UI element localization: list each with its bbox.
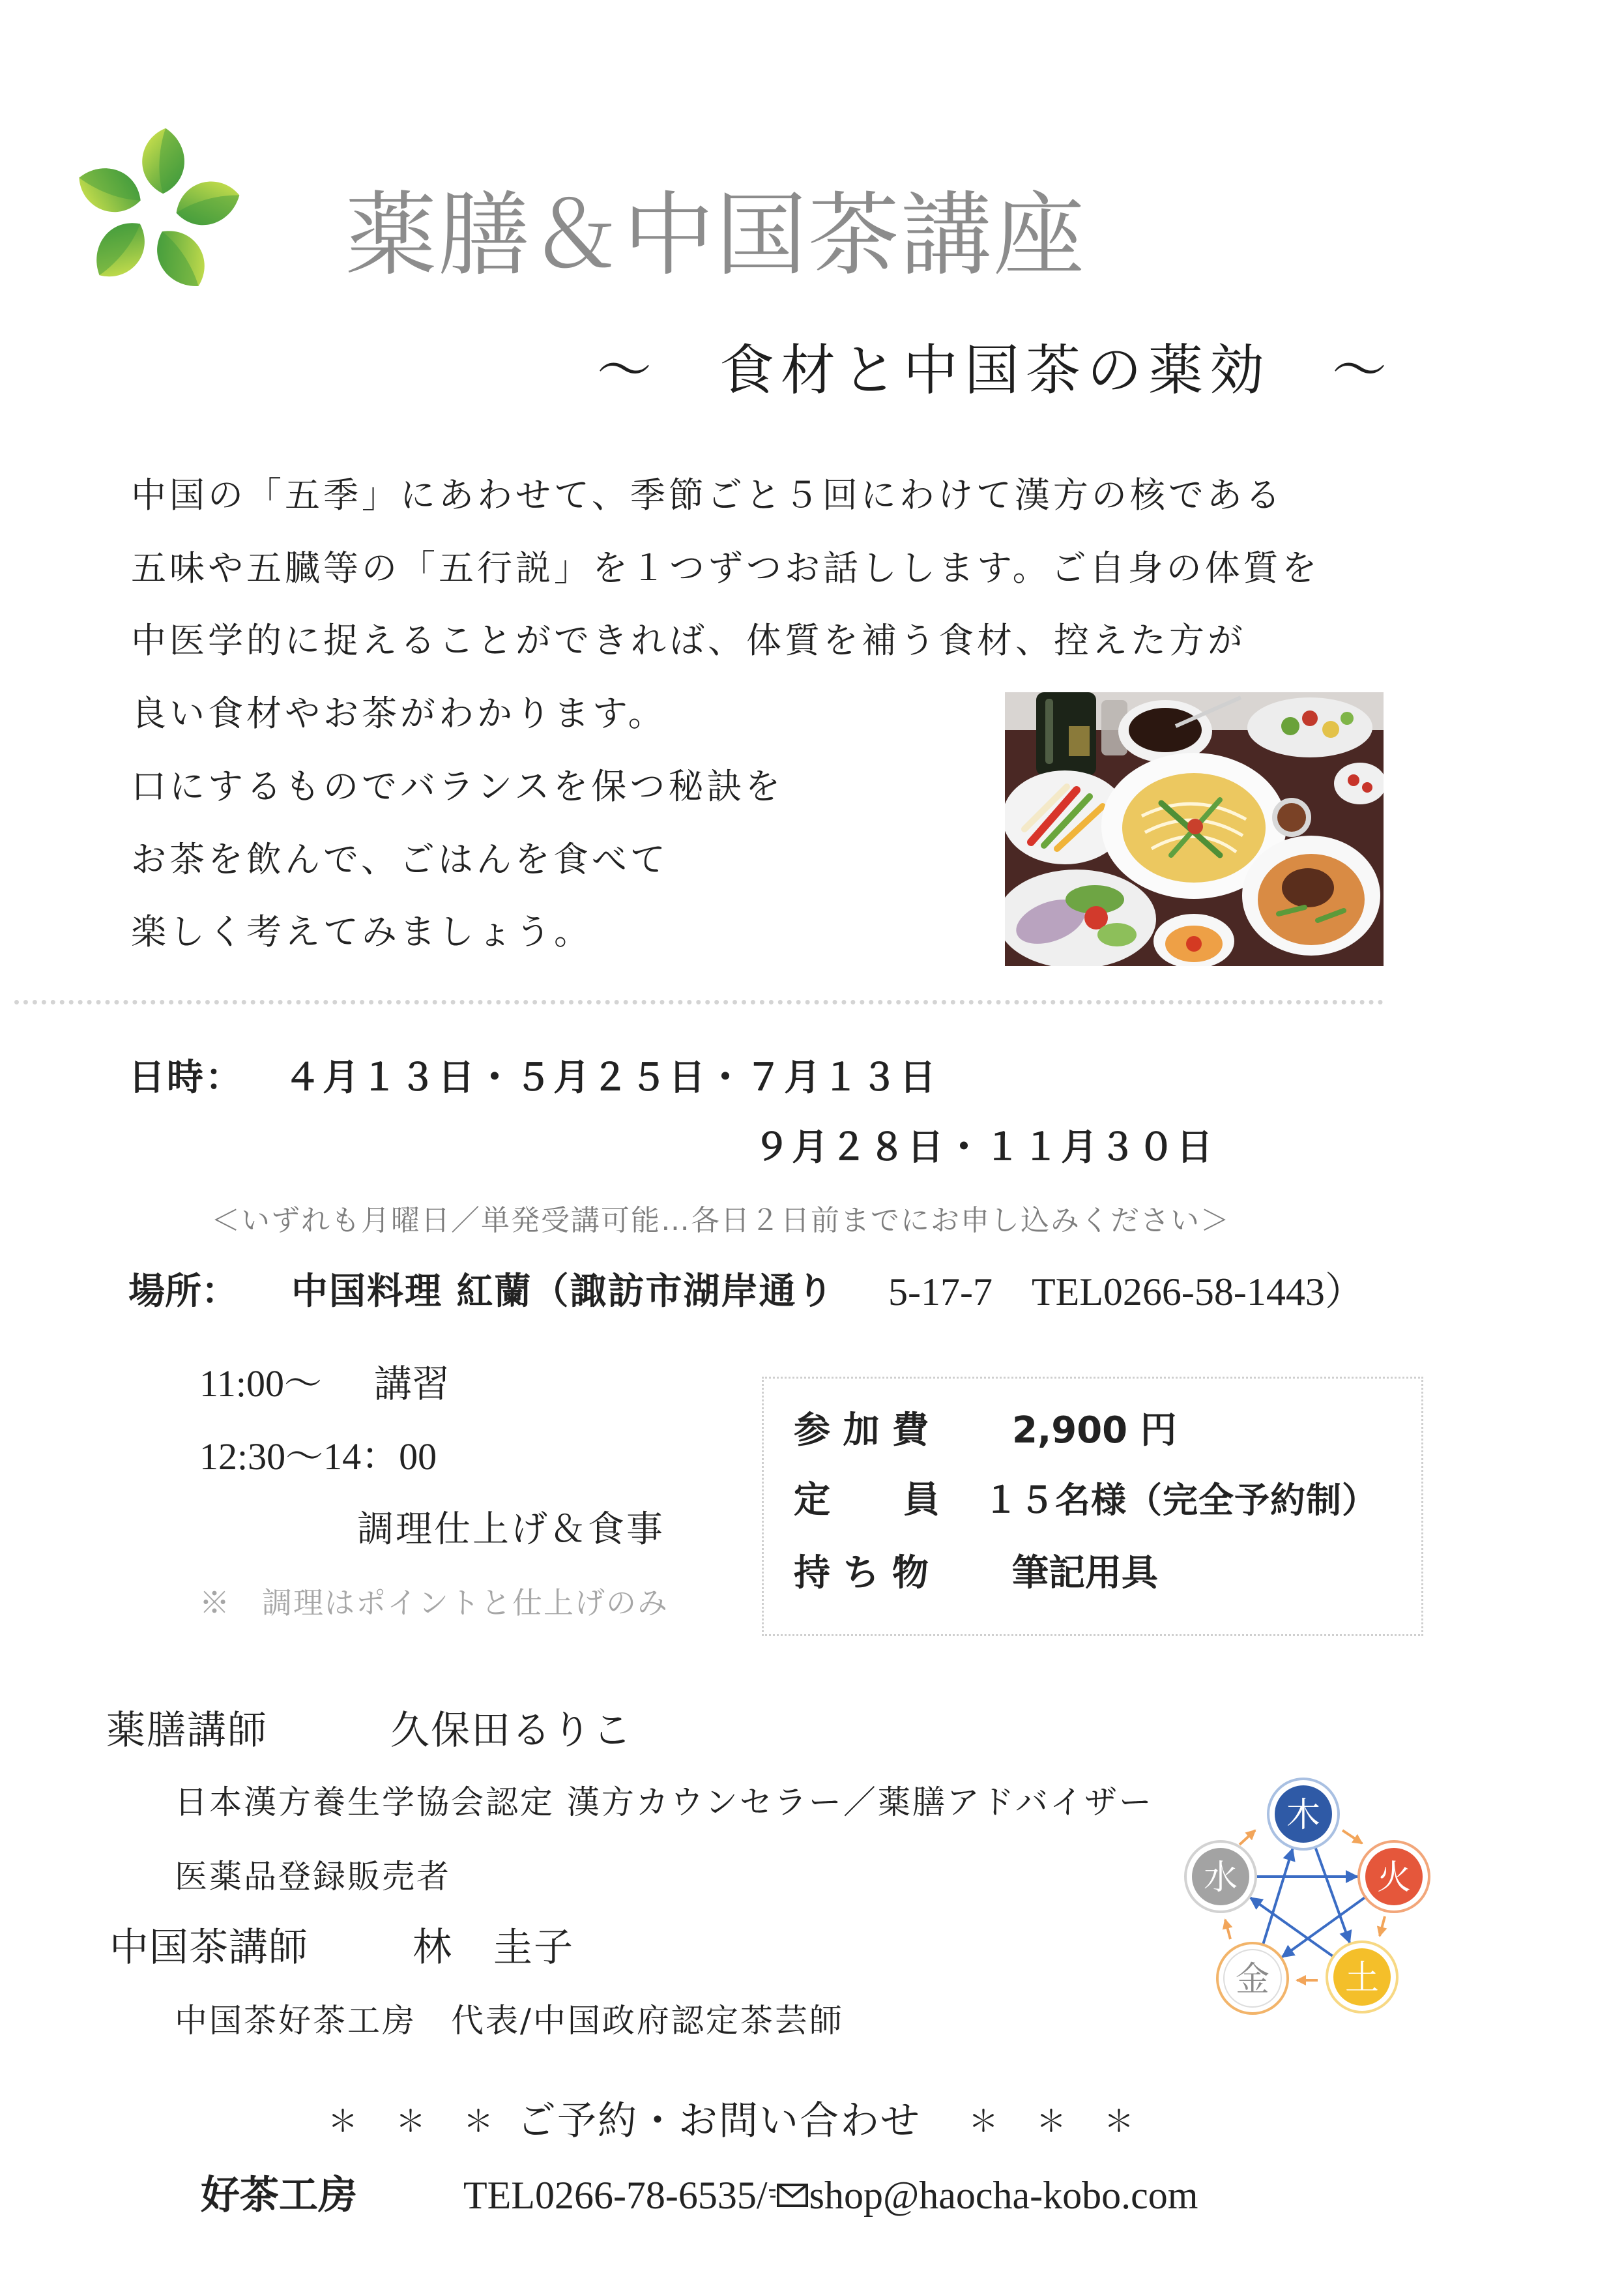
- instructor-name: 林 圭子: [413, 1925, 574, 1970]
- element-wood: [1268, 1779, 1339, 1849]
- session2-time: 12:30～14：00: [199, 1435, 437, 1478]
- soup-bowl: [1242, 836, 1380, 956]
- instructor-name: 久保田るりこ: [390, 1708, 633, 1753]
- venue-name: 中国料理 紅蘭（諏訪市湖岸通り: [291, 1270, 835, 1313]
- leaf: [83, 212, 158, 288]
- heading-asterisks-left: ＊ ＊ ＊: [328, 2103, 497, 2139]
- leaf: [147, 220, 215, 297]
- element-fire: [1359, 1841, 1429, 1912]
- control-cycle-lines: [1251, 1846, 1367, 1957]
- soy-cup: [1272, 798, 1311, 837]
- dotted-divider: [14, 1000, 1384, 1004]
- leaf: [172, 177, 244, 229]
- fee-label: 参 加 費: [794, 1409, 929, 1452]
- element-earth-label: 土: [1344, 1959, 1380, 1998]
- schedule-dates-line2: ９月２８日・１１月３０日: [753, 1126, 1215, 1169]
- instructor-credential: 日本漢方養生学協会認定 漢方カウンセラー／薬膳アドバイザー: [175, 1783, 1153, 1821]
- page-title: 薬膳＆中国茶講座: [345, 183, 1086, 289]
- capacity-value: １５名様（完全予約制）: [983, 1480, 1378, 1521]
- session2-label: 調理仕上げ＆食事: [357, 1508, 665, 1551]
- element-wood-label: 木: [1286, 1796, 1321, 1835]
- element-fire-label: 火: [1376, 1858, 1412, 1897]
- leaf: [138, 126, 189, 196]
- five-elements-diagram: [1167, 1760, 1440, 2034]
- contact-email[interactable]: shop@haocha-kobo.com: [809, 2174, 1198, 2217]
- shop-name: 好茶工房: [201, 2173, 357, 2218]
- element-earth: [1327, 1942, 1397, 2012]
- venue-address: 5-17-7 TEL0266-58-1443）: [888, 1270, 1364, 1313]
- element-metal-label: 金: [1235, 1960, 1270, 1999]
- belongings-label: 持 ち 物: [794, 1552, 929, 1594]
- intro-line: 五味や五臓等の「五行説」を１つずつお話しします。ご自身の体質を: [131, 547, 1320, 589]
- heading-asterisks-right: ＊ ＊ ＊: [968, 2103, 1138, 2139]
- schedule-note: ＜いずれも月曜日／単発受講可能…各日２日前までにお申し込みください＞: [211, 1204, 1230, 1237]
- intro-line: お茶を飲んで、ごはんを食べて: [131, 838, 669, 880]
- intro-line: 楽しく考えてみましょう。: [131, 911, 592, 953]
- element-metal: [1217, 1943, 1288, 2013]
- instructor-credential: 医薬品登録販売者: [175, 1858, 451, 1896]
- belongings-value: 筆記用具: [1012, 1552, 1158, 1594]
- venue-label: 場所：: [128, 1270, 238, 1313]
- instructor-role: 中国茶講師: [109, 1925, 308, 1970]
- fee-value: 2,900 円: [1012, 1409, 1177, 1452]
- element-water: [1185, 1841, 1256, 1912]
- timetable-note: ※ 調理はポイントと仕上げのみ: [199, 1585, 669, 1620]
- instructor-role: 薬膳講師: [106, 1708, 268, 1753]
- leaf: [71, 156, 148, 223]
- contact-tel[interactable]: TEL0266-78-6535/: [463, 2174, 768, 2217]
- instructor-credential: 中国茶好茶工房 代表/中国政府認定茶芸師: [175, 2002, 844, 2040]
- session1-label: 講習: [374, 1362, 450, 1406]
- food-photo: [1005, 692, 1384, 966]
- intro-line: 良い食材やお茶がわかります。: [131, 693, 667, 735]
- envelope-icon: [769, 2181, 808, 2210]
- intro-line: 中医学的に捉えることができれば、体質を補う食材、控えた方が: [131, 620, 1246, 662]
- reservation-heading: ご予約・お問い合わせ: [517, 2098, 921, 2144]
- intro-line: 中国の「五季」にあわせて、季節ごと５回にわけて漢方の核である: [131, 475, 1284, 516]
- session1-time: 11:00～: [199, 1362, 322, 1405]
- bottle: [1036, 692, 1096, 776]
- contact-info: [463, 2172, 1198, 2219]
- leaf-flower-icon: [65, 121, 248, 304]
- element-water-label: 水: [1203, 1858, 1238, 1897]
- page-subtitle: ～ 食材と中国茶の薬効 ～: [597, 338, 1394, 402]
- capacity-label: 定 員: [794, 1479, 940, 1521]
- schedule-label: 日時：: [128, 1057, 244, 1099]
- schedule-dates-line1: ４月１３日・５月２５日・７月１３日: [284, 1057, 938, 1099]
- intro-line: 口にするものでバランスを保つ秘訣を: [131, 765, 784, 807]
